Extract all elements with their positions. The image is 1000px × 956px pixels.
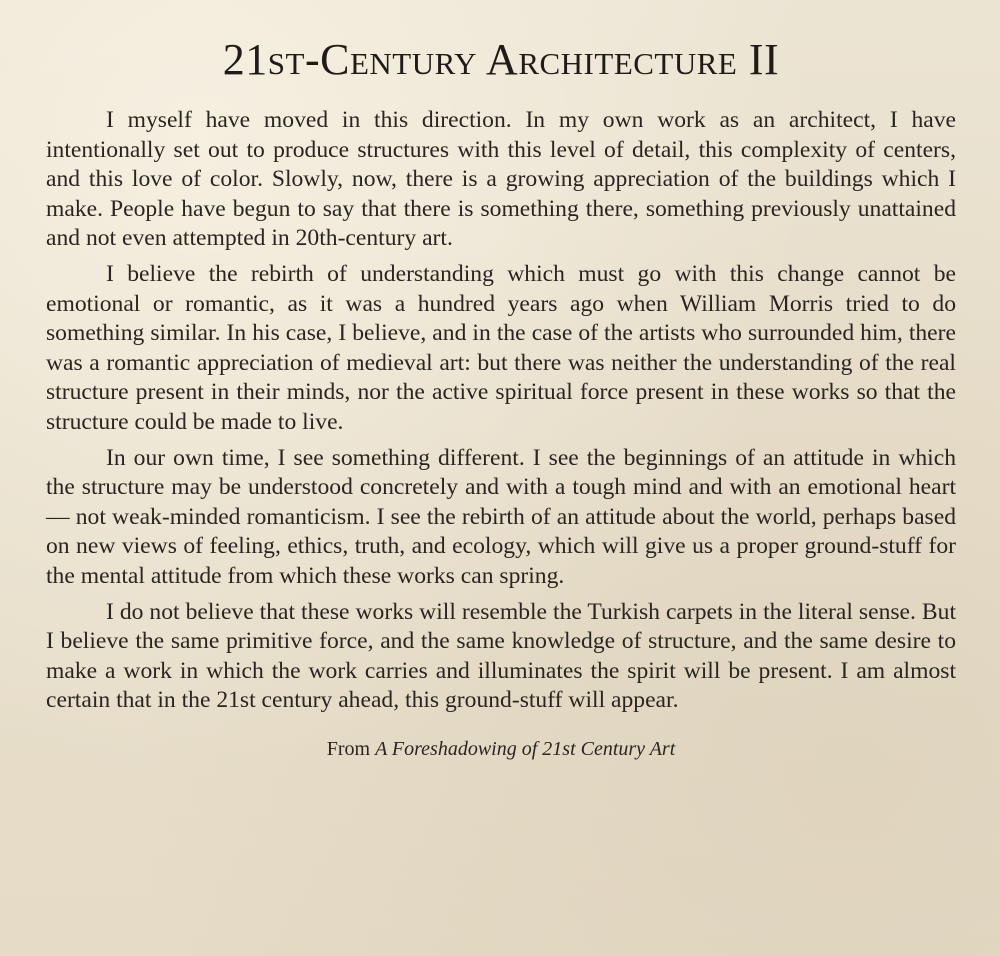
citation-prefix: From	[326, 737, 371, 760]
citation-work-title: A Foreshadowing of 21st Century Art	[375, 737, 676, 760]
paragraph-1: I myself have moved in this direction. In my own work as an architect, I have intentionally set out to produce structures with this level of detail, this complexity of centers, and this love of color. Slowly, now, there is a growing appreciation of the buildings which I make. People have begun to say that there is something there, something previously unattained and not even attempted in 20th-century art.	[46, 107, 956, 252]
citation	[46, 736, 956, 762]
paragraph-2: I believe the rebirth of understanding which must go with this change cannot be emotional or romantic, as it was a hundred years ago when William Morris tried to do something similar. In his case, I believe, and in the case of the artists who surrounded him, there was a romantic appreciation of medieval art: but there was neither the understanding of the real structure present in their minds, nor the active spiritual force present in these works so that the structure could be made to live.	[46, 260, 956, 435]
page-title: 21st-Century Architecture II	[222, 35, 780, 84]
body-text	[46, 106, 956, 716]
paragraph-3: In our own time, I see something different. I see the beginnings of an attitude in which the structure may be understood concretely and with a tough mind and with an emotional heart— not weak-minded romanticism. I see the rebirth of an attitude about the world, perhaps based on new views of feeling, ethics, truth, and ecology, which will give us a proper ground-stuff for the mental attitude from which these works can spring.	[46, 444, 956, 589]
paragraph-4: I do not believe that these works will resemble the Turkish carpets in the literal sense. But I believe the same primitive force, and the same knowledge of structure, and the same desire to make a work in which the work carries and illuminates the spirit will be present. I am almost certain that in the 21st century ahead, this ground-stuff will appear.	[46, 598, 956, 714]
